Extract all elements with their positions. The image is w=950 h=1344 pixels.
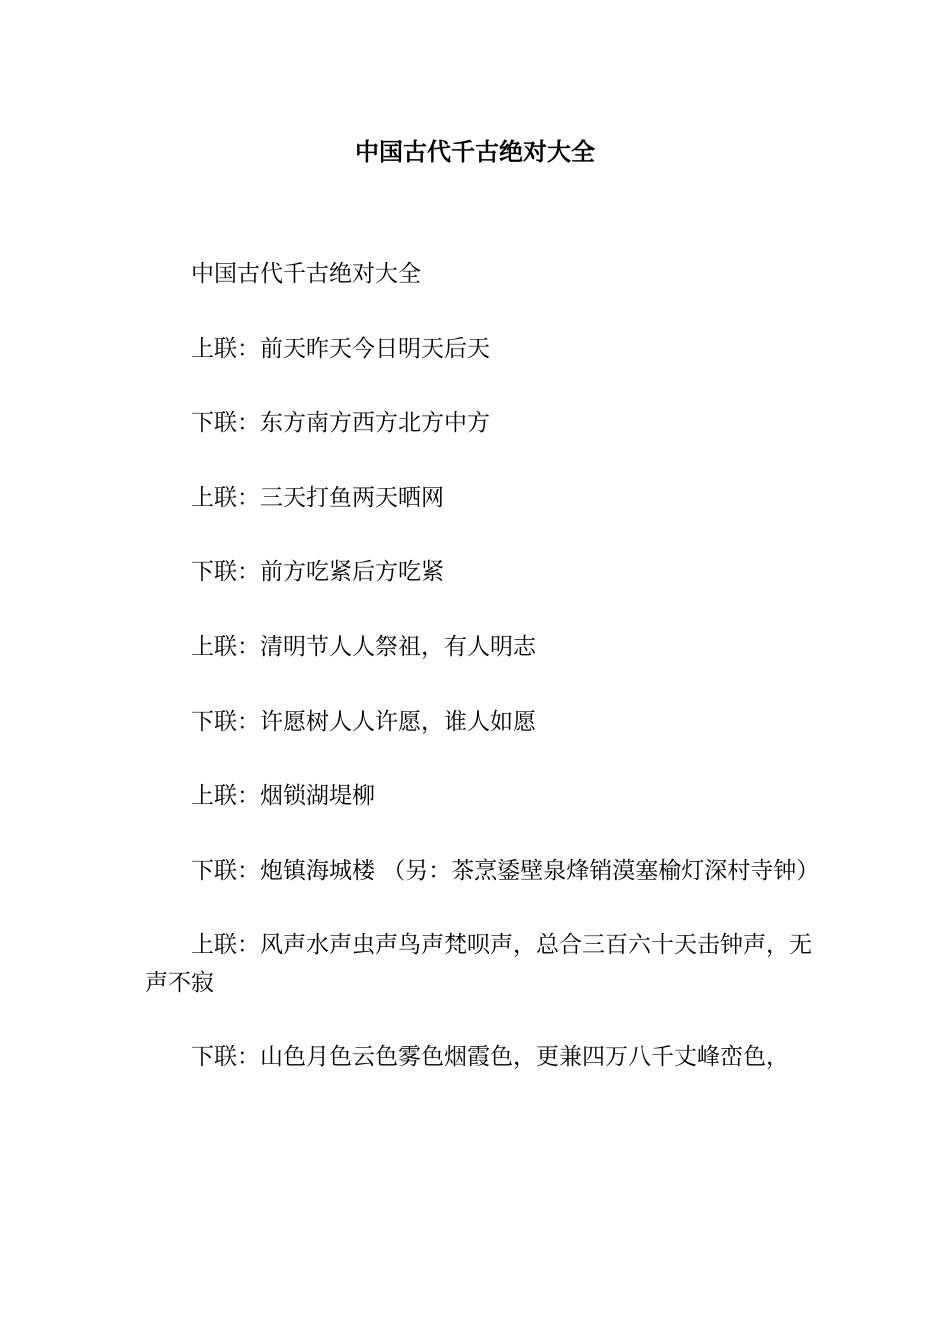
- paragraph: 上联：三天打鱼两天晒网: [191, 484, 444, 511]
- paragraph: 下联：山色月色云色雾色烟霞色，更兼四万八千丈峰峦色，: [191, 1044, 789, 1071]
- paragraph: 上联：风声水声虫声鸟声梵呗声，总合三百六十天击钟声，无声不寂: [145, 932, 812, 996]
- paragraph: 下联：前方吃紧后方吃紧: [191, 559, 444, 586]
- paragraph: 下联：东方南方西方北方中方: [191, 410, 490, 437]
- paragraph: 上联：清明节人人祭祖，有人明志: [191, 633, 536, 660]
- paragraph: 上联：前天昨天今日明天后天: [191, 335, 490, 362]
- document-title: 中国古代千古绝对大全: [355, 137, 595, 166]
- paragraph: 中国古代千古绝对大全: [191, 261, 421, 287]
- paragraph: 下联：许愿树人人许愿，谁人如愿: [191, 708, 536, 735]
- document-body: [145, 256, 825, 1077]
- paragraph: 下联：炮镇海城楼 （另：茶烹鋈壁泉烽销漠塞榆灯深村寺钟）: [191, 857, 820, 884]
- paragraph: 上联：烟锁湖堤柳: [191, 783, 375, 810]
